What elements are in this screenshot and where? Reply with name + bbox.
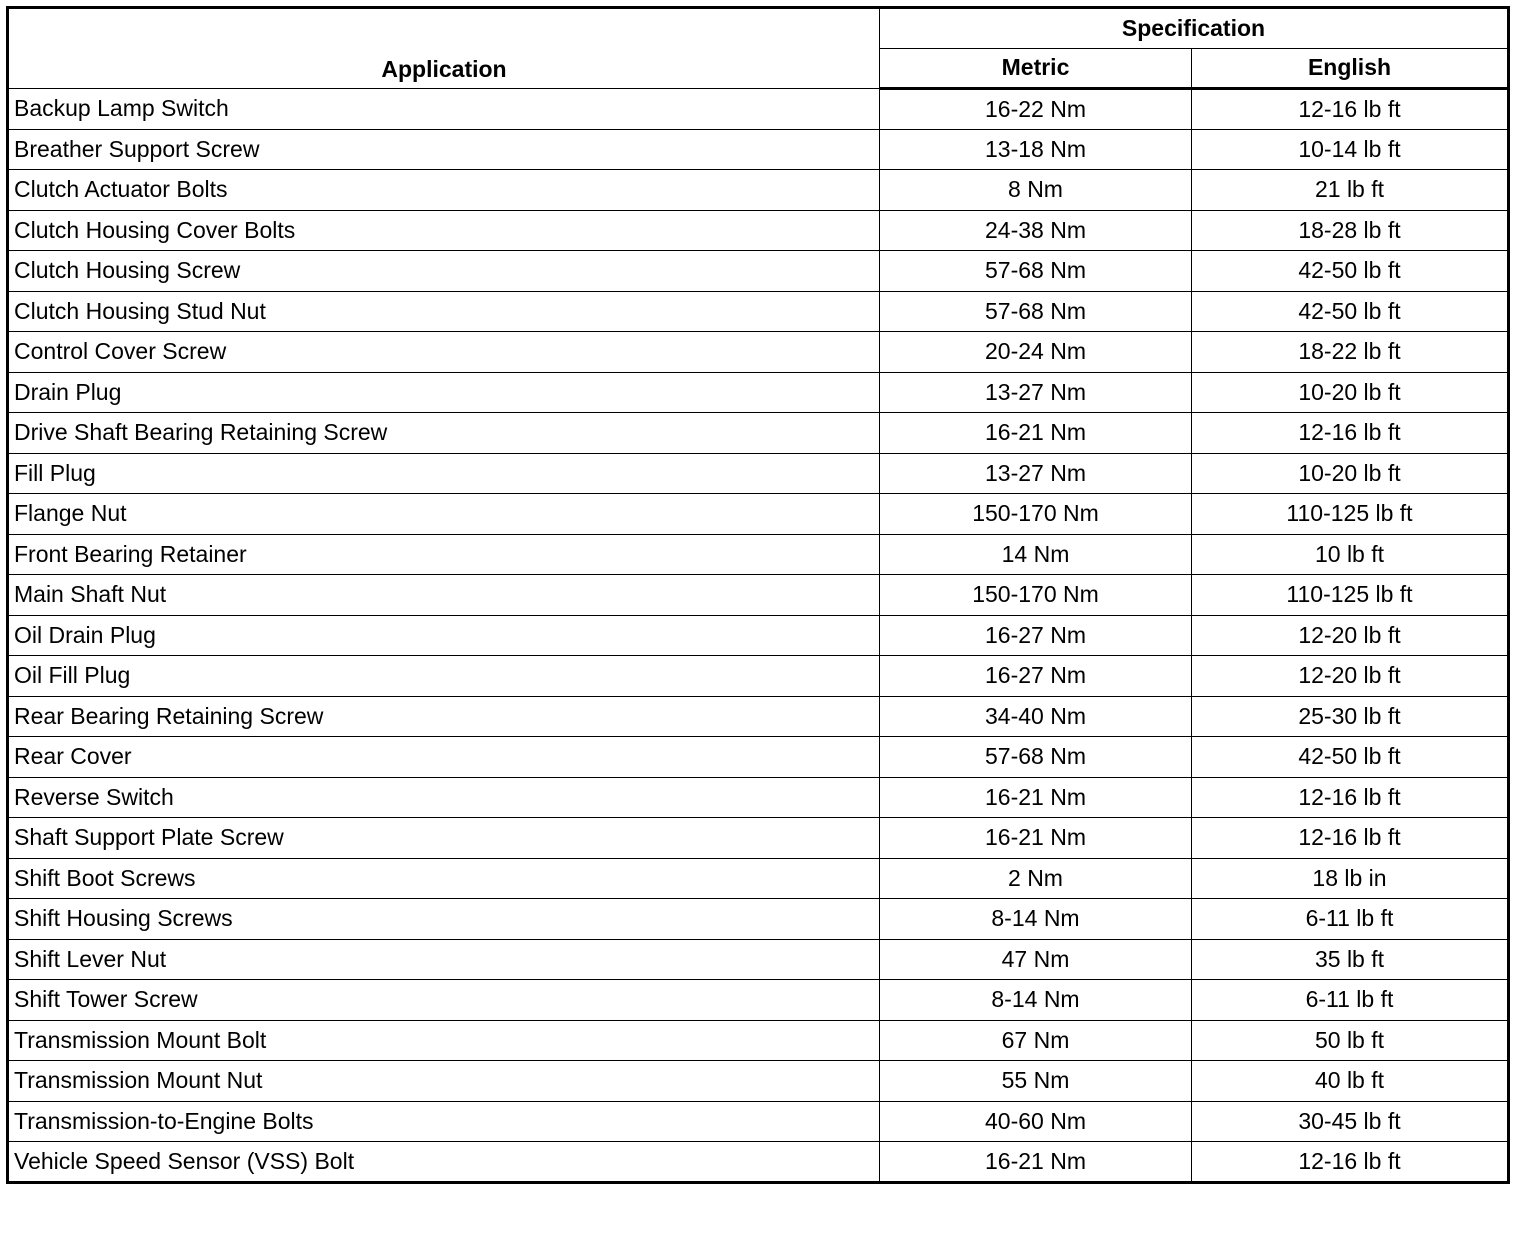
metric-cell: 16-21 Nm — [880, 777, 1192, 818]
english-cell: 42-50 lb ft — [1192, 737, 1509, 778]
table-body — [8, 89, 1509, 1183]
table-row — [8, 899, 1509, 940]
application-cell: Rear Cover — [8, 737, 880, 778]
application-cell: Fill Plug — [8, 453, 880, 494]
english-cell: 12-20 lb ft — [1192, 615, 1509, 656]
english-cell: 12-16 lb ft — [1192, 818, 1509, 859]
metric-cell: 13-18 Nm — [880, 129, 1192, 170]
english-cell: 42-50 lb ft — [1192, 251, 1509, 292]
english-cell: 12-16 lb ft — [1192, 413, 1509, 454]
english-cell: 18-28 lb ft — [1192, 210, 1509, 251]
english-cell: 25-30 lb ft — [1192, 696, 1509, 737]
metric-cell: 67 Nm — [880, 1020, 1192, 1061]
application-cell: Drive Shaft Bearing Retaining Screw — [8, 413, 880, 454]
table-row — [8, 980, 1509, 1021]
english-cell: 10-20 lb ft — [1192, 453, 1509, 494]
metric-cell: 20-24 Nm — [880, 332, 1192, 373]
metric-cell: 13-27 Nm — [880, 372, 1192, 413]
application-cell: Transmission Mount Bolt — [8, 1020, 880, 1061]
table-row — [8, 129, 1509, 170]
application-cell: Front Bearing Retainer — [8, 534, 880, 575]
english-cell: 12-16 lb ft — [1192, 777, 1509, 818]
application-cell: Shaft Support Plate Screw — [8, 818, 880, 859]
header-row-top — [8, 8, 1509, 49]
application-cell: Oil Drain Plug — [8, 615, 880, 656]
metric-cell: 16-21 Nm — [880, 818, 1192, 859]
metric-cell: 40-60 Nm — [880, 1101, 1192, 1142]
application-cell: Clutch Housing Cover Bolts — [8, 210, 880, 251]
application-header: Application — [8, 8, 880, 89]
table-row — [8, 332, 1509, 373]
english-cell: 6-11 lb ft — [1192, 899, 1509, 940]
application-cell: Backup Lamp Switch — [8, 89, 880, 130]
english-cell: 50 lb ft — [1192, 1020, 1509, 1061]
metric-cell: 57-68 Nm — [880, 737, 1192, 778]
table-row — [8, 494, 1509, 535]
table-row — [8, 615, 1509, 656]
table-row — [8, 291, 1509, 332]
table-row — [8, 1142, 1509, 1183]
table-row — [8, 1020, 1509, 1061]
application-cell: Transmission Mount Nut — [8, 1061, 880, 1102]
application-cell: Control Cover Screw — [8, 332, 880, 373]
english-cell: 10-20 lb ft — [1192, 372, 1509, 413]
english-cell: 30-45 lb ft — [1192, 1101, 1509, 1142]
metric-cell: 34-40 Nm — [880, 696, 1192, 737]
table-header — [8, 8, 1509, 89]
english-cell: 12-16 lb ft — [1192, 89, 1509, 130]
english-cell: 6-11 lb ft — [1192, 980, 1509, 1021]
metric-cell: 8-14 Nm — [880, 899, 1192, 940]
metric-cell: 16-21 Nm — [880, 413, 1192, 454]
table-row — [8, 656, 1509, 697]
table-row — [8, 939, 1509, 980]
table-row — [8, 777, 1509, 818]
application-cell: Shift Tower Screw — [8, 980, 880, 1021]
application-cell: Rear Bearing Retaining Screw — [8, 696, 880, 737]
application-cell: Flange Nut — [8, 494, 880, 535]
specification-header: Specification — [880, 8, 1509, 49]
application-cell: Clutch Actuator Bolts — [8, 170, 880, 211]
metric-cell: 57-68 Nm — [880, 251, 1192, 292]
english-cell: 18 lb in — [1192, 858, 1509, 899]
english-cell: 110-125 lb ft — [1192, 494, 1509, 535]
metric-cell: 150-170 Nm — [880, 575, 1192, 616]
table-row — [8, 818, 1509, 859]
metric-cell: 16-27 Nm — [880, 615, 1192, 656]
metric-cell: 16-22 Nm — [880, 89, 1192, 130]
application-cell: Shift Housing Screws — [8, 899, 880, 940]
application-cell: Reverse Switch — [8, 777, 880, 818]
application-cell: Clutch Housing Stud Nut — [8, 291, 880, 332]
table-row — [8, 251, 1509, 292]
english-cell: 110-125 lb ft — [1192, 575, 1509, 616]
table-row — [8, 858, 1509, 899]
metric-cell: 8 Nm — [880, 170, 1192, 211]
english-cell: 12-20 lb ft — [1192, 656, 1509, 697]
application-cell: Transmission-to-Engine Bolts — [8, 1101, 880, 1142]
metric-cell: 2 Nm — [880, 858, 1192, 899]
application-cell: Main Shaft Nut — [8, 575, 880, 616]
table-row — [8, 170, 1509, 211]
table-row — [8, 696, 1509, 737]
table-row — [8, 453, 1509, 494]
metric-cell: 57-68 Nm — [880, 291, 1192, 332]
table-row — [8, 575, 1509, 616]
english-cell: 35 lb ft — [1192, 939, 1509, 980]
english-cell: 18-22 lb ft — [1192, 332, 1509, 373]
metric-cell: 13-27 Nm — [880, 453, 1192, 494]
metric-cell: 8-14 Nm — [880, 980, 1192, 1021]
application-cell: Shift Boot Screws — [8, 858, 880, 899]
application-cell: Breather Support Screw — [8, 129, 880, 170]
application-cell: Shift Lever Nut — [8, 939, 880, 980]
table-row — [8, 372, 1509, 413]
table-row — [8, 210, 1509, 251]
table-row — [8, 1101, 1509, 1142]
torque-spec-table — [6, 6, 1510, 1184]
metric-cell: 55 Nm — [880, 1061, 1192, 1102]
application-cell: Drain Plug — [8, 372, 880, 413]
application-cell: Oil Fill Plug — [8, 656, 880, 697]
english-cell: 10 lb ft — [1192, 534, 1509, 575]
english-header: English — [1192, 48, 1509, 89]
metric-cell: 150-170 Nm — [880, 494, 1192, 535]
english-cell: 42-50 lb ft — [1192, 291, 1509, 332]
table-row — [8, 737, 1509, 778]
metric-header: Metric — [880, 48, 1192, 89]
english-cell: 12-16 lb ft — [1192, 1142, 1509, 1183]
table-row — [8, 534, 1509, 575]
metric-cell: 16-21 Nm — [880, 1142, 1192, 1183]
application-cell: Vehicle Speed Sensor (VSS) Bolt — [8, 1142, 880, 1183]
english-cell: 21 lb ft — [1192, 170, 1509, 211]
metric-cell: 14 Nm — [880, 534, 1192, 575]
table-row — [8, 413, 1509, 454]
application-cell: Clutch Housing Screw — [8, 251, 880, 292]
table-row — [8, 1061, 1509, 1102]
metric-cell: 47 Nm — [880, 939, 1192, 980]
english-cell: 40 lb ft — [1192, 1061, 1509, 1102]
metric-cell: 16-27 Nm — [880, 656, 1192, 697]
table-row — [8, 89, 1509, 130]
english-cell: 10-14 lb ft — [1192, 129, 1509, 170]
metric-cell: 24-38 Nm — [880, 210, 1192, 251]
